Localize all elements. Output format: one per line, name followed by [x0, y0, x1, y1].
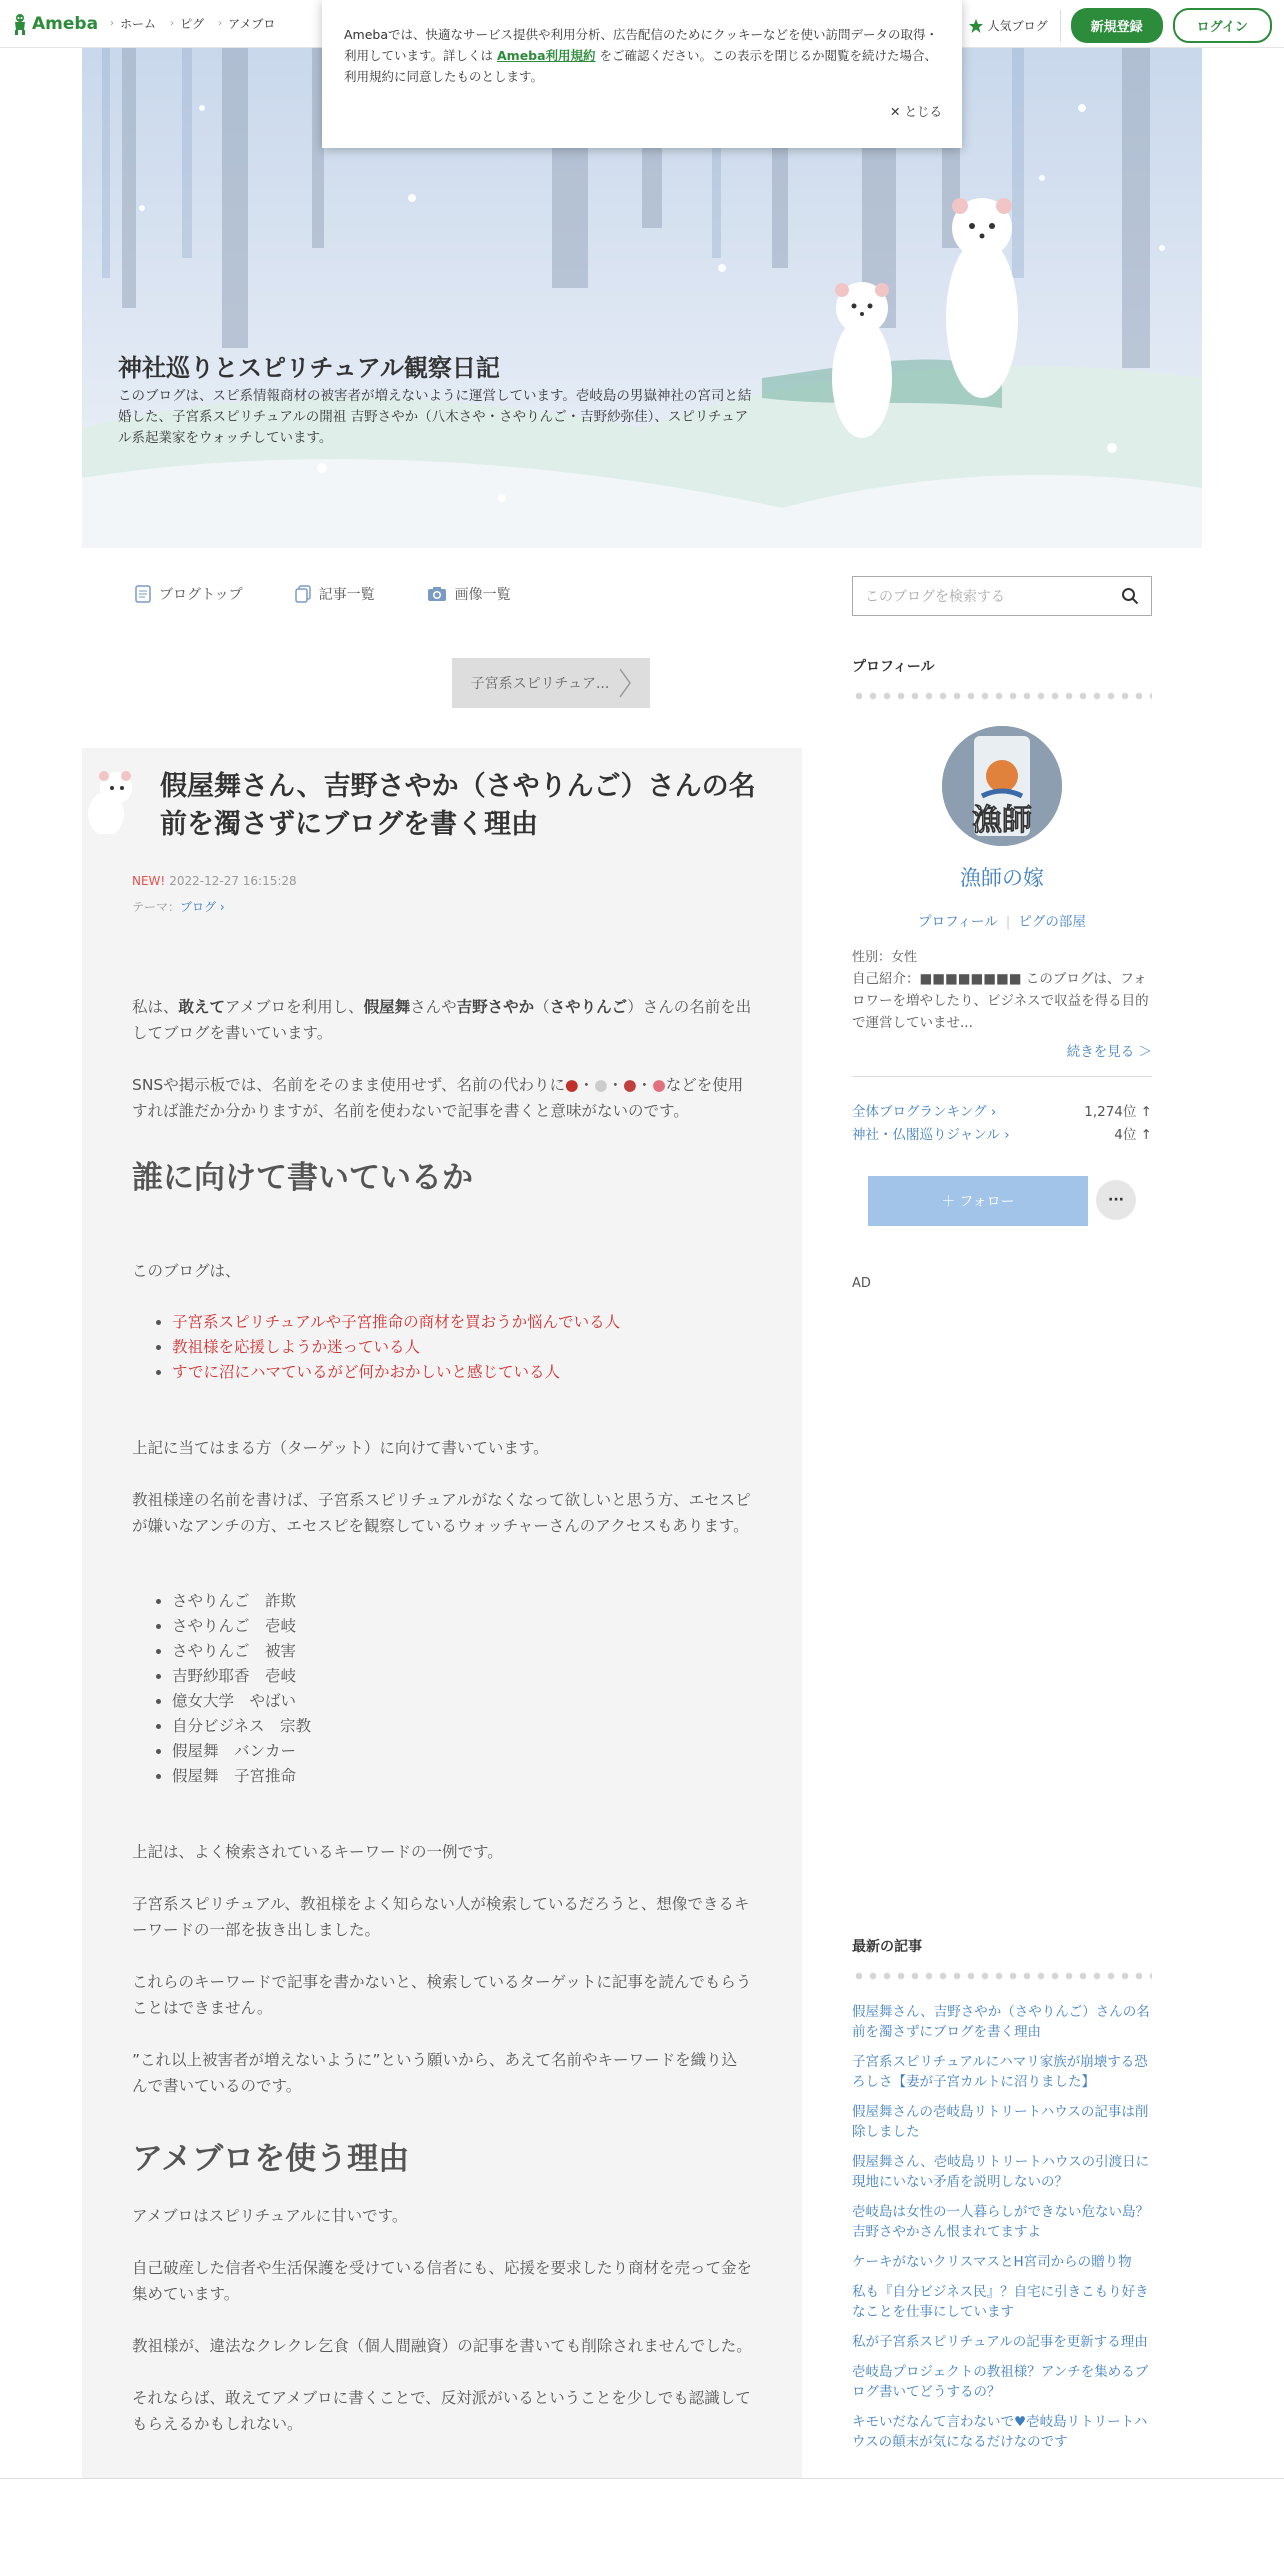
recent-article-link[interactable]: 子宮系スピリチュアルにハマリ家族が崩壊する恐ろしさ【妻が子宮カルトに沼りました】	[852, 2054, 1148, 2090]
section-heading: 誰に向けて書いているか	[132, 1160, 473, 1196]
nav-pigg-label: ピグ	[180, 17, 205, 31]
article-list-link[interactable]	[295, 584, 375, 604]
chevron-right-icon: ›	[110, 18, 115, 29]
cookie-consent-banner	[322, 0, 962, 148]
signup-button[interactable]: 新規登録	[1071, 8, 1163, 43]
ameba-logo-icon	[12, 13, 28, 35]
profile-widget	[852, 656, 1152, 1356]
bottom-bar	[0, 2478, 1284, 2568]
paragraph: アメブロはスピリチュアルに甘いです。	[132, 2207, 408, 2225]
logo-text: Ameba	[32, 13, 99, 34]
article-theme	[132, 898, 225, 915]
theme-link-label: ブログ	[180, 900, 217, 914]
article-meta	[132, 874, 297, 888]
ranking-genre-value: 4位 ↑	[1114, 1127, 1152, 1143]
recent-article-link[interactable]: 壱岐島プロジェクトの教祖様？アンチを集めるブログ書いてどうするの？	[852, 2364, 1149, 2400]
profile-heading: プロフィール	[852, 659, 935, 675]
nav-ameblo-label: アメブロ	[228, 17, 276, 31]
list-item: • 吉野紗耶香 壱岐	[172, 1664, 752, 1689]
list-item: • さやりんご 壱岐	[172, 1614, 752, 1639]
paragraph: 上記に当てはまる方（ターゲット）に向けて書いています。	[132, 1439, 549, 1457]
ranking-overall-value: 1,274位 ↑	[1084, 1104, 1152, 1120]
recent-article-link[interactable]: ケーキがないクリスマスとH宮司からの贈り物	[852, 2254, 1132, 2270]
recent-article-link[interactable]: 私が子宮系スピリチュアルの記事を更新する理由	[852, 2334, 1148, 2350]
profile-intro: 自己紹介：■■■■■■■■ このブログは、フォロワーを増やしたり、ビジネスで収益を得る目的で運営していませ...	[852, 971, 1149, 1031]
follow-label: フォロー	[959, 1194, 1015, 1210]
pigg-room-link[interactable]: ピグの部屋	[1018, 914, 1086, 930]
paragraph: 私は、敢えてアメブロを利用し、假屋舞さんや吉野さやか（さやりんご）さんの名前を出してブログを書いています。	[132, 998, 752, 1042]
list-item: • すでに沼にハマているがど何かおかしいと感じている人	[172, 1360, 752, 1385]
category-label: 子宮系スピリチュア...	[470, 676, 610, 692]
image-list-label: 画像一覧	[454, 587, 511, 603]
recent-articles-widget	[852, 1936, 1152, 2462]
login-button[interactable]: ログイン	[1173, 8, 1272, 43]
list-item: • 子宮系スピリチュアルや子宮推命の商材を買おうか悩んでいる人	[172, 1310, 752, 1335]
dotted-divider	[852, 1972, 1152, 1980]
ranking-overall	[852, 1100, 1152, 1120]
list-item: • 教祖様を応援しようか迷っている人	[172, 1335, 752, 1360]
global-nav	[110, 15, 275, 32]
popular-blog-label: 人気ブログ	[987, 19, 1048, 33]
read-more-link[interactable]: 続きを見る ＞	[1066, 1044, 1152, 1060]
section-heading: アメブロを使う理由	[132, 2141, 410, 2177]
theme-link[interactable]: ブログ ›	[180, 900, 225, 914]
list-item: • 假屋舞 子宮推命	[172, 1764, 752, 1789]
search-placeholder: このブログを検索する	[865, 589, 1005, 605]
recent-article-link[interactable]: キモいだなんて言わないで♥壱岐島リトリートハウスの顛末が気になるだけなのです	[852, 2414, 1148, 2450]
topbar-actions	[968, 8, 1272, 43]
blog-top-link[interactable]	[135, 584, 243, 604]
new-badge: NEW!	[132, 874, 166, 888]
ad-label: AD	[852, 1276, 871, 1291]
profile-name[interactable]: 漁師の嫁	[960, 866, 1044, 890]
follow-button[interactable]	[868, 1176, 1088, 1226]
ranking-genre	[852, 1123, 1152, 1143]
nav-home[interactable]	[110, 15, 156, 32]
target-list	[172, 1310, 752, 1385]
paragraph: 上記は、よく検索されているキーワードの一例です。	[132, 1843, 503, 1861]
recent-article-link[interactable]: 壱岐島は女性の一人暮らしができない危ない島？吉野さやかさん恨まれてますよ	[852, 2204, 1149, 2240]
article-list-label: 記事一覧	[318, 587, 375, 603]
article-body	[132, 994, 752, 2463]
paragraph: 子宮系スピリチュアル、教祖様をよく知らない人が検索しているだろうと、想像できるキーワードの一部を抜き出しました。	[132, 1895, 750, 1939]
avatar[interactable]	[942, 726, 1062, 846]
list-item: • 假屋舞 バンカー	[172, 1739, 752, 1764]
ellipsis-icon: ···	[1108, 1192, 1124, 1208]
list-item: • 億女大学 やばい	[172, 1689, 752, 1714]
blog-description: このブログは、スピ系情報商材の被害者が増えないように運営しています。壱岐島の男嶽神社の宮司と結婚した、子宮系スピリチュアルの開祖 吉野さやか（八木さや・さやりんご・吉野紗弥佳）、スピリチュアル系起業家をウォッチしています。	[118, 388, 752, 446]
blog-top-label: ブログトップ	[159, 587, 243, 603]
paragraph: 教祖様が、違法なクレクレ乞食（個人間融資）の記事を書いても削除されませんでした。	[132, 2337, 752, 2355]
document-icon	[135, 585, 151, 603]
profile-links: プロフィール | ピグの部屋	[918, 914, 1086, 930]
chevron-right-icon: ›	[218, 18, 223, 29]
apple-icon: ●	[565, 1076, 579, 1094]
list-item: • さやりんご 詐欺	[172, 1589, 752, 1614]
search-icon[interactable]	[1121, 587, 1139, 605]
recent-article-link[interactable]: 假屋舞さんの壱岐島リトリートハウスの記事は削除しました	[852, 2104, 1149, 2140]
paragraph: 教祖様達の名前を書けば、子宮系スピリチュアルがなくなって欲しいと思う方、エセスピが嫌いなアンチの方、エセスピを観察しているウォッチャーさんのアクセスもあります。	[132, 1491, 751, 1535]
keyword-list	[172, 1589, 752, 1789]
recent-article-link[interactable]: 假屋舞さん、吉野さやか（さやりんご）さんの名前を濁さずにブログを書く理由	[852, 2004, 1150, 2040]
terms-link[interactable]: Ameba利用規約	[497, 48, 596, 63]
close-icon: ✕	[890, 104, 901, 119]
paragraph: ”これ以上被害者が増えないように”という願いから、あえて名前やキーワードを織り込んで書いているのです。	[132, 2051, 738, 2095]
profile-link[interactable]: プロフィール	[918, 914, 998, 930]
flower-icon: ●	[652, 1076, 666, 1094]
blog-search-box[interactable]	[852, 576, 1152, 616]
paragraph: このブログは、	[132, 1262, 241, 1280]
chevron-right-icon: ›	[170, 18, 175, 29]
emoji-icons: ●・●・●・●	[565, 1076, 666, 1094]
recent-article-link[interactable]: 假屋舞さん、壱岐島リトリートハウスの引渡日に現地にいない矛盾を説明しないの？	[852, 2154, 1150, 2190]
article-date: 2022-12-27 16:15:28	[169, 874, 297, 888]
profile-gender: 性別：女性	[852, 950, 918, 965]
paragraph: これらのキーワードで記事を書かないと、検索しているターゲットに記事を読んでもらうことはできません。	[132, 1973, 752, 2017]
list-item: • さやりんご 被害	[172, 1639, 752, 1664]
recent-heading: 最新の記事	[852, 1939, 922, 1955]
divider	[852, 1076, 1152, 1077]
omamori-avatar-icon	[942, 726, 1062, 846]
ermine-avatar-icon	[82, 764, 142, 834]
cookie-text-2: をご確認ください。この表示を閉じるか閲覧を続けた場合、利用規約に同意したものとします。	[344, 48, 938, 84]
cookie-close-label: とじる	[904, 104, 942, 119]
camera-icon	[427, 586, 447, 602]
svg-text:漁師: 漁師	[972, 803, 1032, 838]
nav-pigg[interactable]	[170, 15, 204, 32]
blog-title[interactable]: 神社巡りとスピリチュアル観察日記	[118, 354, 500, 382]
ameba-logo[interactable]	[12, 13, 98, 35]
ranking-overall-link[interactable]: 全体ブログランキング ›	[852, 1104, 997, 1120]
article-title[interactable]: 假屋舞さん、吉野さやか（さやりんご）さんの名前を濁さずにブログを書く理由	[160, 771, 756, 840]
mushroom-icon: ●	[623, 1076, 637, 1094]
ermine-right	[946, 198, 1018, 398]
theme-label: テーマ：	[132, 900, 181, 914]
crown-star-icon	[968, 18, 984, 34]
list-item: • 自分ビジネス 宗教	[172, 1714, 752, 1739]
popular-blog-link[interactable]	[968, 10, 1061, 42]
copy-icon	[295, 585, 311, 603]
cookie-text: Amebaでは、快適なサービス提供や利用分析、広告配信のためにクッキーなどを使い訪問データの取得・利用しています。詳しくは	[344, 27, 939, 63]
article	[82, 748, 802, 2568]
recent-article-link[interactable]: 私も『自分ビジネス民』？自宅に引きこもり好きなことを仕事にしています	[852, 2284, 1149, 2320]
ranking-genre-link[interactable]: 神社・仏閣巡りジャンル ›	[852, 1127, 1010, 1143]
paragraph: SNSや掲示板では、名前をそのまま使用せず、名前の代わりに●・●・●・●などを使用すれば誰だか分かりますが、名前を使わないで記事を書くと意味がないのです。	[132, 1076, 744, 1120]
ghost-icon: ●	[594, 1076, 608, 1094]
cookie-close-button[interactable]	[890, 101, 942, 122]
category-button[interactable]	[452, 658, 650, 708]
nav-home-label: ホーム	[120, 17, 157, 31]
recent-article-list	[852, 2002, 1152, 2452]
blog-nav	[135, 584, 511, 604]
nav-ameblo[interactable]	[218, 15, 275, 32]
chevron-right-icon	[619, 668, 631, 698]
ermine-left	[832, 282, 892, 438]
more-options-button[interactable]	[1096, 1180, 1136, 1220]
paragraph: それならば、敢えてアメブロに書くことで、反対派がいるということを少しでも認識してもらえるかもしれない。	[132, 2389, 751, 2433]
dotted-divider	[852, 692, 1152, 700]
plus-icon: ＋	[941, 1194, 956, 1210]
paragraph: 自己破産した信者や生活保護を受けている信者にも、応援を要求したり商材を売って金を集めています。	[132, 2259, 753, 2303]
image-list-link[interactable]	[427, 584, 511, 604]
